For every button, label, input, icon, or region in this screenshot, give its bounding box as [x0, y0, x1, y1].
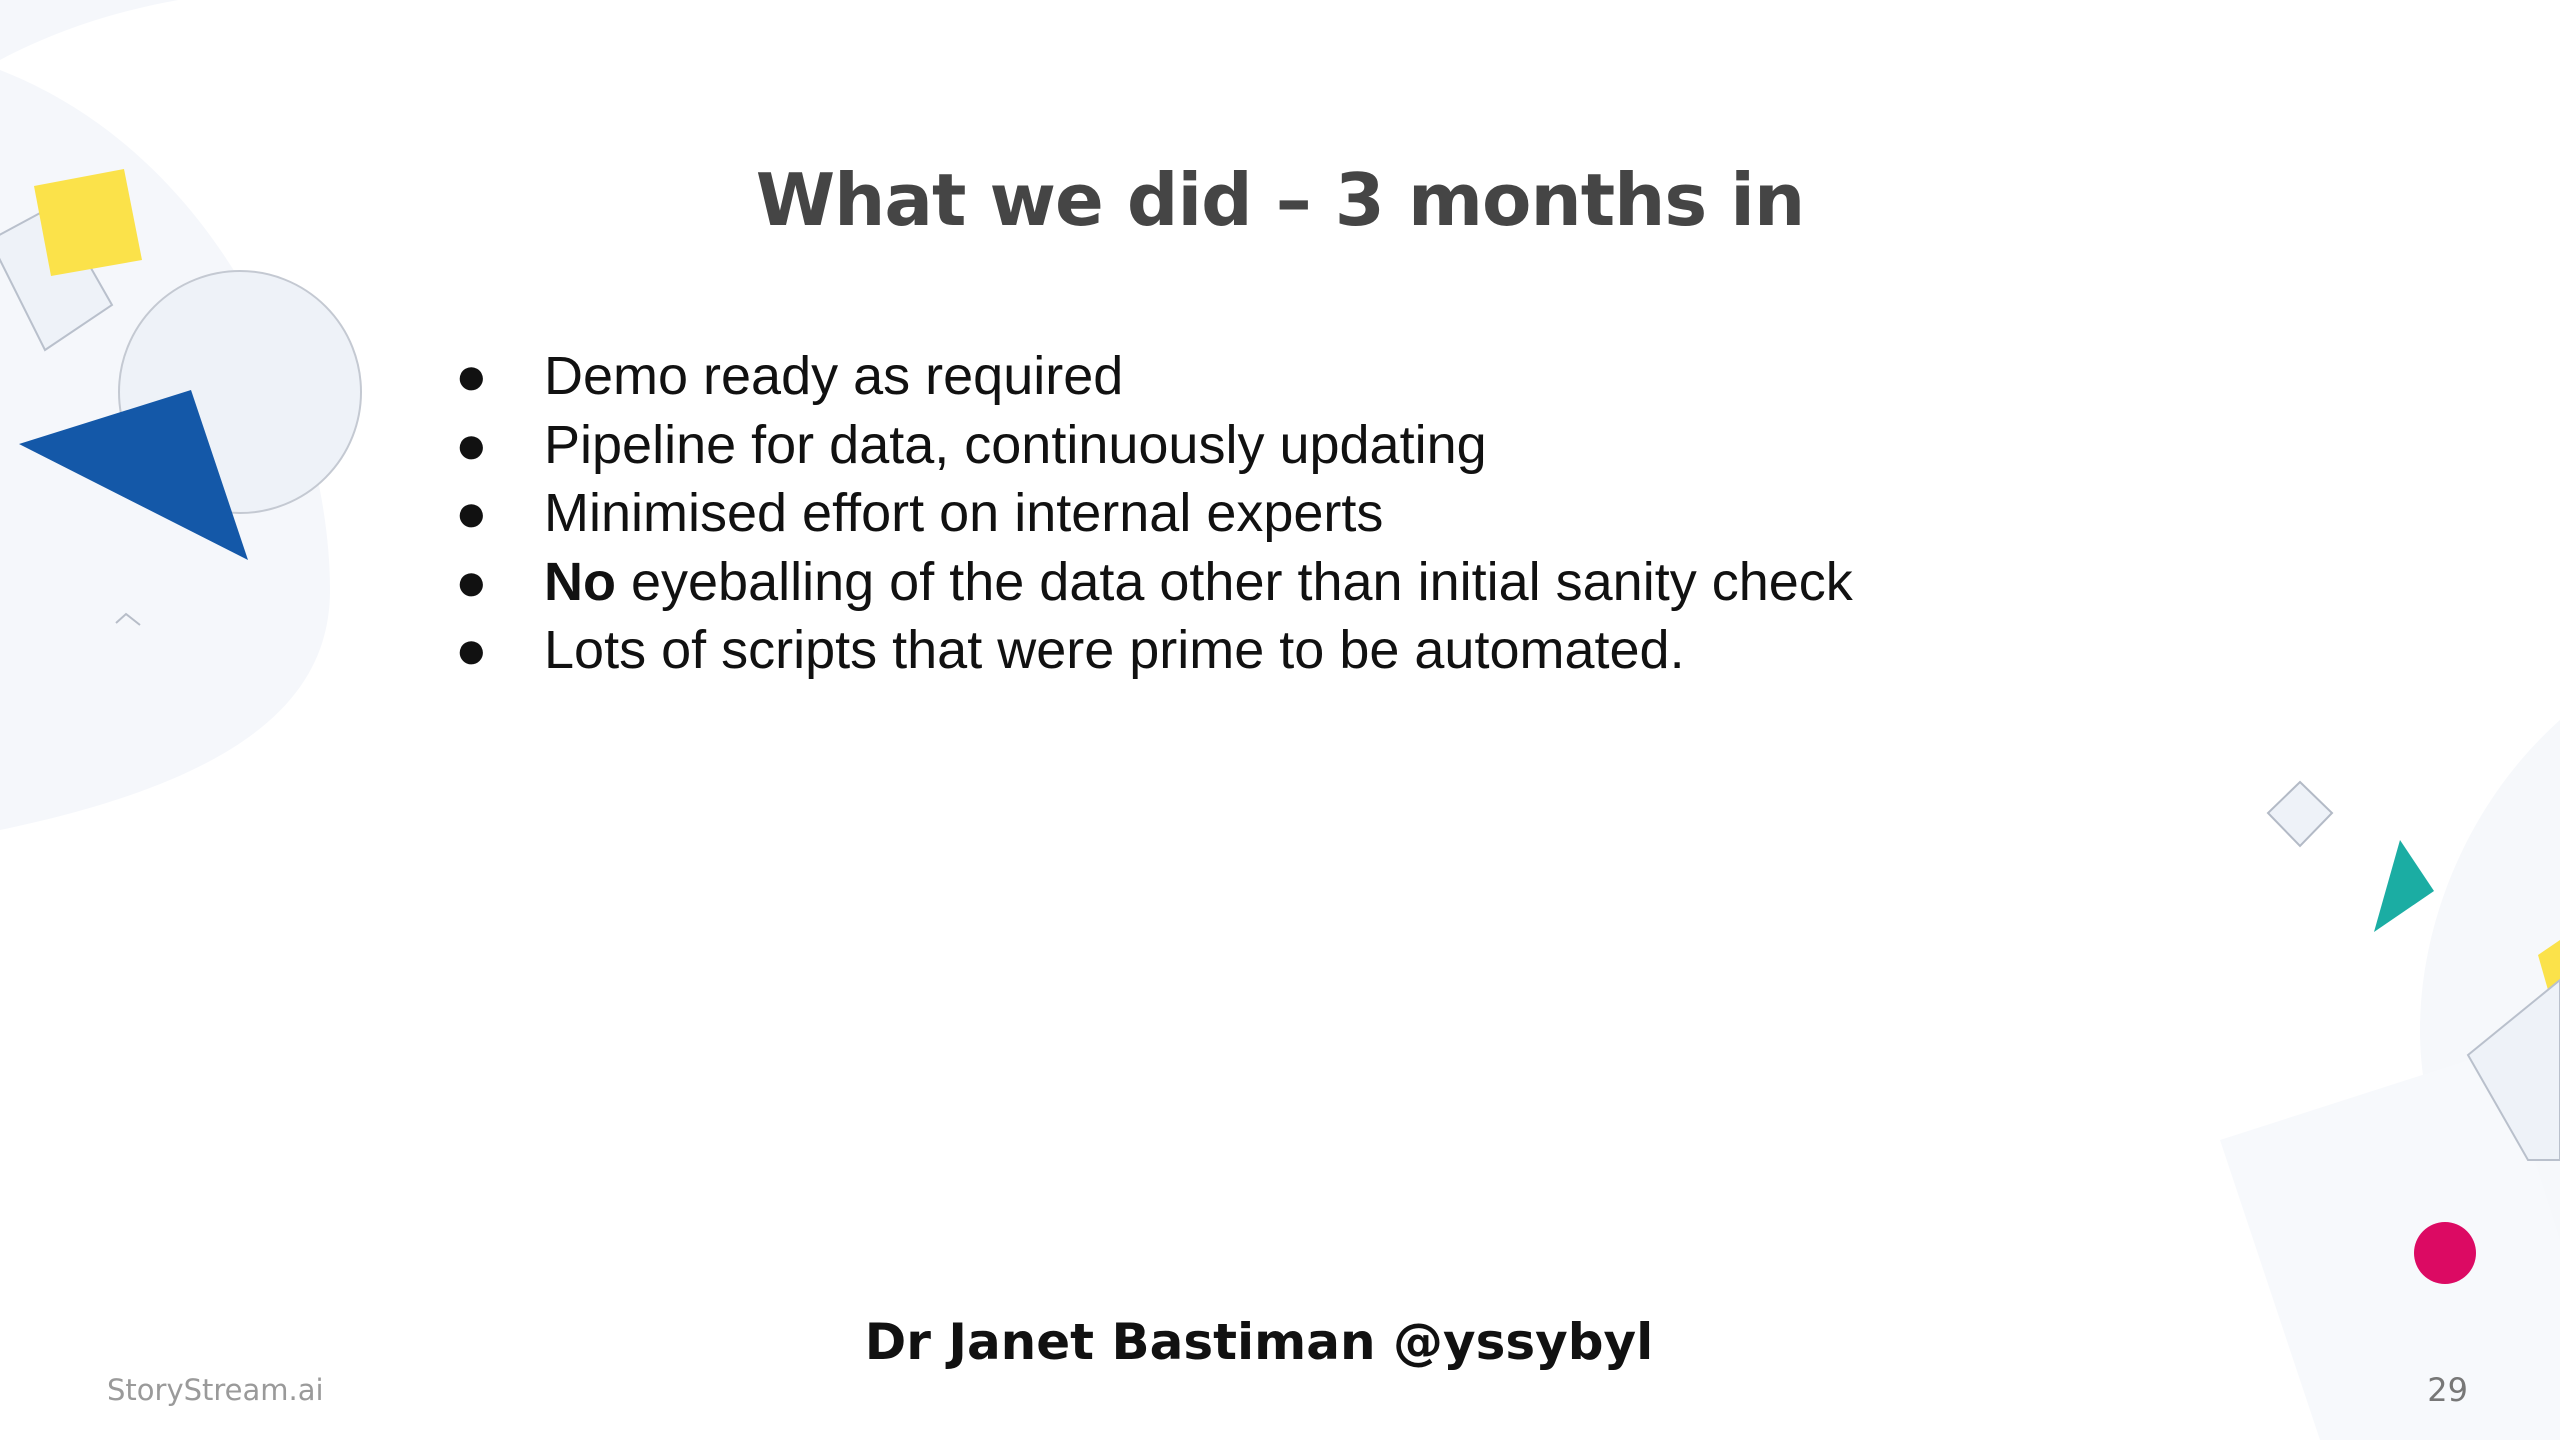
bullet-dot-icon: ●: [455, 414, 488, 475]
author-credit: Dr Janet Bastiman @yssybyl: [864, 1313, 1654, 1371]
bullet-text: Lots of scripts that were prime to be automated.: [544, 620, 1685, 680]
magenta-dot-icon: [2414, 1222, 2476, 1284]
bullet-item: [455, 342, 1853, 411]
bullet-item: [455, 411, 1853, 480]
page-number: 29: [2427, 1371, 2468, 1409]
brand-footer: StoryStream.ai: [107, 1373, 324, 1407]
bullet-item: [455, 479, 1853, 548]
bullet-text: Pipeline for data, continuously updating: [544, 414, 1487, 475]
bullet-text: Minimised effort on internal experts: [544, 483, 1384, 543]
bullet-text: Demo ready as required: [544, 346, 1124, 406]
bullet-list: [455, 342, 1853, 685]
bullet-text: eyeballing of the data other than initial sanity check: [615, 551, 1853, 612]
teal-triangle-icon: [2374, 840, 2434, 932]
bullet-dot-icon: ●: [455, 551, 488, 612]
bullet-item: [455, 548, 1853, 617]
bullet-dot-icon: ●: [455, 346, 488, 406]
bullet-bold-text: No: [544, 551, 616, 612]
slide-title: What we did – 3 months in: [755, 158, 1805, 242]
bullet-dot-icon: ●: [455, 483, 488, 543]
bullet-dot-icon: ●: [455, 620, 488, 680]
outline-diamond-icon: [2268, 782, 2332, 846]
bullet-item: [455, 616, 1853, 685]
left-pale-blob: [0, 0, 420, 60]
